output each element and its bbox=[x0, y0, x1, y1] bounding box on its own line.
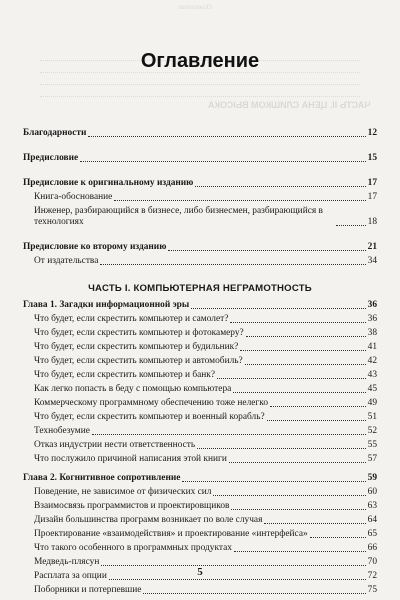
chapter-1-items bbox=[23, 314, 377, 465]
toc-entry[interactable]: Что будет, если скрестить компьютер и автомобиль? 42 bbox=[34, 356, 377, 366]
leader-dots bbox=[234, 551, 366, 552]
toc-entry[interactable]: Отказ индустрии нести ответственность 55 bbox=[34, 440, 377, 450]
leader-dots bbox=[336, 225, 366, 226]
leader-dots bbox=[230, 322, 365, 323]
leader-dots bbox=[191, 308, 365, 309]
toc-entry[interactable]: Что будет, если скрестить компьютер и военный корабль? 51 bbox=[34, 412, 377, 422]
leader-dots bbox=[246, 336, 366, 337]
toc-entry[interactable]: Дизайн большинства программ возникает по воле случая 64 bbox=[34, 515, 377, 525]
leader-dots bbox=[143, 593, 365, 594]
leader-dots bbox=[197, 448, 365, 449]
toc-entry-preface-original[interactable]: Предисловие к оригинальному изданию 17 bbox=[23, 178, 377, 188]
toc-entry[interactable]: Что такого особенного в программных продуктах 66 bbox=[34, 543, 377, 553]
toc-entry[interactable]: Как легко попасть в беду с помощью компьютера 45 bbox=[34, 384, 377, 394]
toc-entry-preface-second[interactable]: Предисловие ко второму изданию 21 bbox=[23, 242, 377, 252]
leader-dots bbox=[310, 537, 366, 538]
toc-entry[interactable]: Взаимосвязь программистов и проектировщиков 63 bbox=[34, 501, 377, 511]
toc-entry-justification-book[interactable]: Книга-обоснование 17 bbox=[34, 192, 377, 202]
part-heading: ЧАСТЬ I. КОМПЬЮТЕРНАЯ НЕГРАМОТНОСТЬ bbox=[88, 283, 312, 294]
leader-dots bbox=[229, 462, 366, 463]
leader-dots bbox=[245, 364, 366, 365]
toc-entry[interactable]: Что послужило причиной написания этой книги 57 bbox=[34, 454, 377, 464]
leader-dots bbox=[114, 200, 365, 201]
leader-dots bbox=[92, 434, 366, 435]
toc-entry[interactable]: Медведь-плясун 70 bbox=[34, 557, 377, 567]
toc-entries bbox=[23, 128, 377, 596]
toc-entry-preface[interactable]: Предисловие 15 bbox=[23, 153, 377, 163]
toc-entry[interactable]: Что будет, если скрестить компьютер и фотокамеру? 38 bbox=[34, 328, 377, 338]
page-title: Оглавление bbox=[140, 50, 260, 72]
chapter-2-items bbox=[23, 487, 377, 596]
toc-entry[interactable]: Технобезумие 52 bbox=[34, 426, 377, 436]
toc-entry[interactable]: Что будет, если скрестить компьютер и банк? 43 bbox=[34, 370, 377, 380]
leader-dots bbox=[168, 250, 365, 251]
toc-page bbox=[23, 47, 377, 75]
toc-entry[interactable]: Проектирование «взаимодействия» и проектирование «интерфейса» 65 bbox=[34, 529, 377, 539]
toc-entry-acknowledgements[interactable]: Благодарности 12 bbox=[23, 128, 377, 138]
leader-dots bbox=[88, 136, 365, 137]
leader-dots bbox=[213, 495, 365, 496]
leader-dots bbox=[231, 509, 365, 510]
bleed-part: ЧАСТЬ II. ЦЕНА СЛИШКОМ ВЫСОКА bbox=[208, 100, 371, 110]
toc-entry[interactable]: Что будет, если скрестить компьютер и будильник? 41 bbox=[34, 342, 377, 352]
leader-dots bbox=[182, 481, 365, 482]
leader-dots bbox=[195, 186, 365, 187]
leader-dots bbox=[267, 420, 366, 421]
leader-dots bbox=[264, 523, 365, 524]
toc-entry[interactable]: Коммерческому программному обеспечению тоже нелегко 49 bbox=[34, 398, 377, 408]
toc-entry[interactable]: Что будет, если скрестить компьютер и самолет? 36 bbox=[34, 314, 377, 324]
bleed-line bbox=[40, 96, 360, 98]
leader-dots bbox=[100, 264, 365, 265]
toc-entry-chapter-2[interactable]: Глава 2. Когнитивное сопротивление 59 bbox=[23, 473, 377, 483]
toc-entry[interactable]: Расплата за опции 72 bbox=[34, 571, 377, 581]
toc-entry-chapter-1[interactable]: Глава 1. Загадки информационной эры 36 bbox=[23, 300, 377, 310]
toc-entry-from-publisher[interactable]: От издательства 34 bbox=[34, 256, 377, 266]
leader-dots bbox=[109, 579, 366, 580]
page-number: 5 bbox=[197, 566, 203, 578]
leader-dots bbox=[80, 161, 365, 162]
bleed-header: Оглавление bbox=[178, 3, 212, 11]
leader-dots bbox=[217, 378, 366, 379]
leader-dots bbox=[233, 392, 365, 393]
toc-entry[interactable]: Поборники и потерпевшие 75 bbox=[34, 585, 377, 595]
leader-dots bbox=[270, 406, 366, 407]
leader-dots bbox=[240, 350, 365, 351]
toc-entry-engineer-businessman[interactable]: Инженер, разбирающийся в бизнесе, либо бизнесмен, разбирающийся в технологиях 18 bbox=[34, 206, 377, 227]
bleed-line bbox=[40, 84, 360, 86]
toc-entry[interactable]: Поведение, не зависимое от физических сил 60 bbox=[34, 487, 377, 497]
